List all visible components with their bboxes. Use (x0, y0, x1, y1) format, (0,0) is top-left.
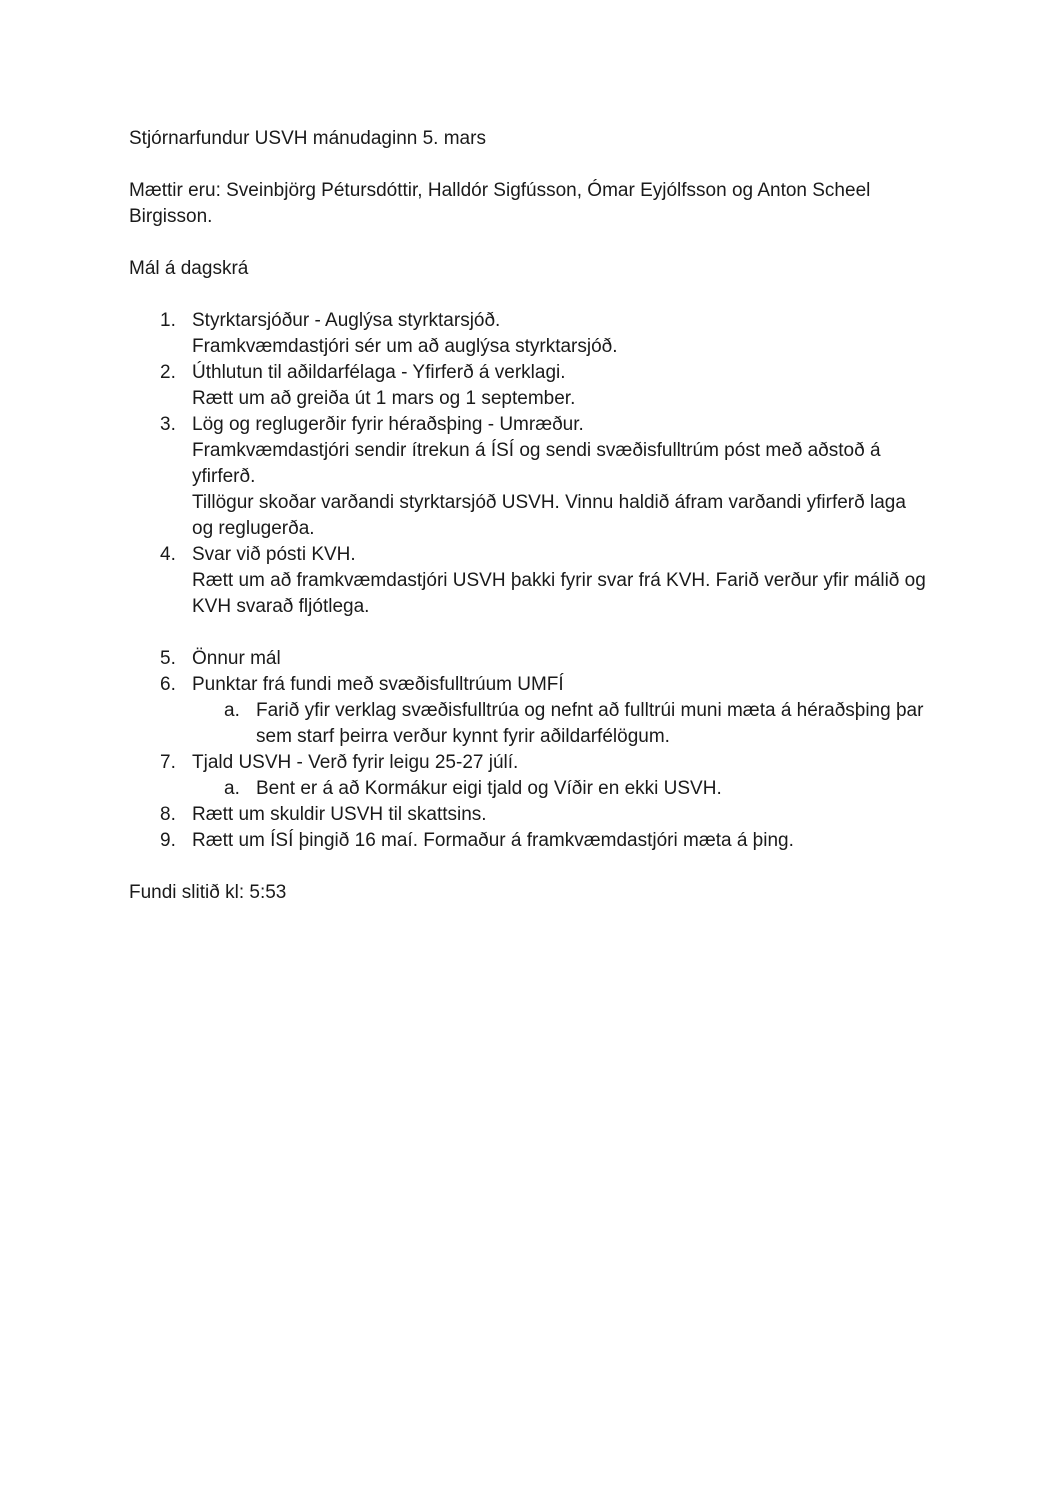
agenda-item-number: 6. (160, 674, 176, 695)
agenda-item-title: Punktar frá fundi með svæðisfulltrúum UMFÍ (192, 674, 564, 695)
agenda-list (129, 308, 929, 854)
agenda-item-4 (129, 542, 929, 620)
agenda-item-number: 1. (160, 310, 176, 331)
agenda-item-5 (129, 646, 929, 672)
agenda-subitem (192, 776, 929, 802)
agenda-item-number: 2. (160, 362, 176, 383)
agenda-item-9 (129, 828, 929, 854)
agenda-item-number: 5. (160, 648, 176, 669)
agenda-item-2 (129, 360, 929, 412)
agenda-item-title: Rætt um skuldir USVH til skattsins. (192, 804, 487, 825)
closing-line: Fundi slitið kl: 5:53 (129, 882, 287, 903)
agenda-item-note: Tillögur skoðar varðandi styrktarsjóð USVH. Vinnu haldið áfram varðandi yfirferð laga og reglugerða. (192, 492, 906, 539)
agenda-item-8 (129, 802, 929, 828)
agenda-item-number: 3. (160, 414, 176, 435)
agenda-subitem (192, 698, 929, 750)
agenda-item-note: Framkvæmdastjóri sendir ítrekun á ÍSÍ og sendi svæðisfulltrúm póst með aðstoð á yfirferð. (192, 440, 881, 487)
agenda-item-title: Lög og reglugerðir fyrir héraðsþing - Umræður. (192, 414, 584, 435)
agenda-item-1 (129, 308, 929, 360)
agenda-subitem-text: Farið yfir verklag svæðisfulltrúa og nefnt að fulltrúi muni mæta á héraðsþing þar sem starf þeirra verður kynnt fyrir aðildarfélögum. (256, 700, 924, 747)
agenda-item-number: 8. (160, 804, 176, 825)
agenda-item-3 (129, 412, 929, 542)
agenda-item-number: 7. (160, 752, 176, 773)
agenda-item-title: Rætt um ÍSÍ þingið 16 maí. Formaður á framkvæmdastjóri mæta á þing. (192, 830, 794, 851)
agenda-item-number: 9. (160, 830, 176, 851)
meeting-title: Stjórnarfundur USVH mánudaginn 5. mars (129, 128, 486, 149)
agenda-item-title: Úthlutun til aðildarfélaga - Yfirferð á verklagi. (192, 362, 566, 383)
agenda-subitem-letter: a. (224, 700, 240, 721)
agenda-heading: Mál á dagskrá (129, 258, 249, 279)
agenda-item-title: Svar við pósti KVH. (192, 544, 356, 565)
agenda-item-title: Önnur mál (192, 648, 281, 669)
agenda-item-note: Rætt um að greiða út 1 mars og 1 september. (192, 388, 576, 409)
agenda-item-title: Styrktarsjóður - Auglýsa styrktarsjóð. (192, 310, 501, 331)
agenda-sublist (192, 698, 929, 750)
agenda-item-7 (129, 750, 929, 802)
agenda-sublist (192, 776, 929, 802)
agenda-item-title: Tjald USVH - Verð fyrir leigu 25-27 júlí. (192, 752, 519, 773)
agenda-item-note: Framkvæmdastjóri sér um að auglýsa styrktarsjóð. (192, 336, 618, 357)
agenda-subitem-text: Bent er á að Kormákur eigi tjald og Víðir en ekki USVH. (256, 778, 722, 799)
agenda-item-note: Rætt um að framkvæmdastjóri USVH þakki fyrir svar frá KVH. Farið verður yfir málið og KVH svarað fljótlega. (192, 570, 926, 617)
attendees-line: Mættir eru: Sveinbjörg Pétursdóttir, Halldór Sigfússon, Ómar Eyjólfsson og Anton Scheel Birgisson. (129, 180, 871, 227)
document-body (129, 126, 929, 906)
agenda-item-6 (129, 672, 929, 750)
agenda-item-number: 4. (160, 544, 176, 565)
agenda-subitem-letter: a. (224, 778, 240, 799)
